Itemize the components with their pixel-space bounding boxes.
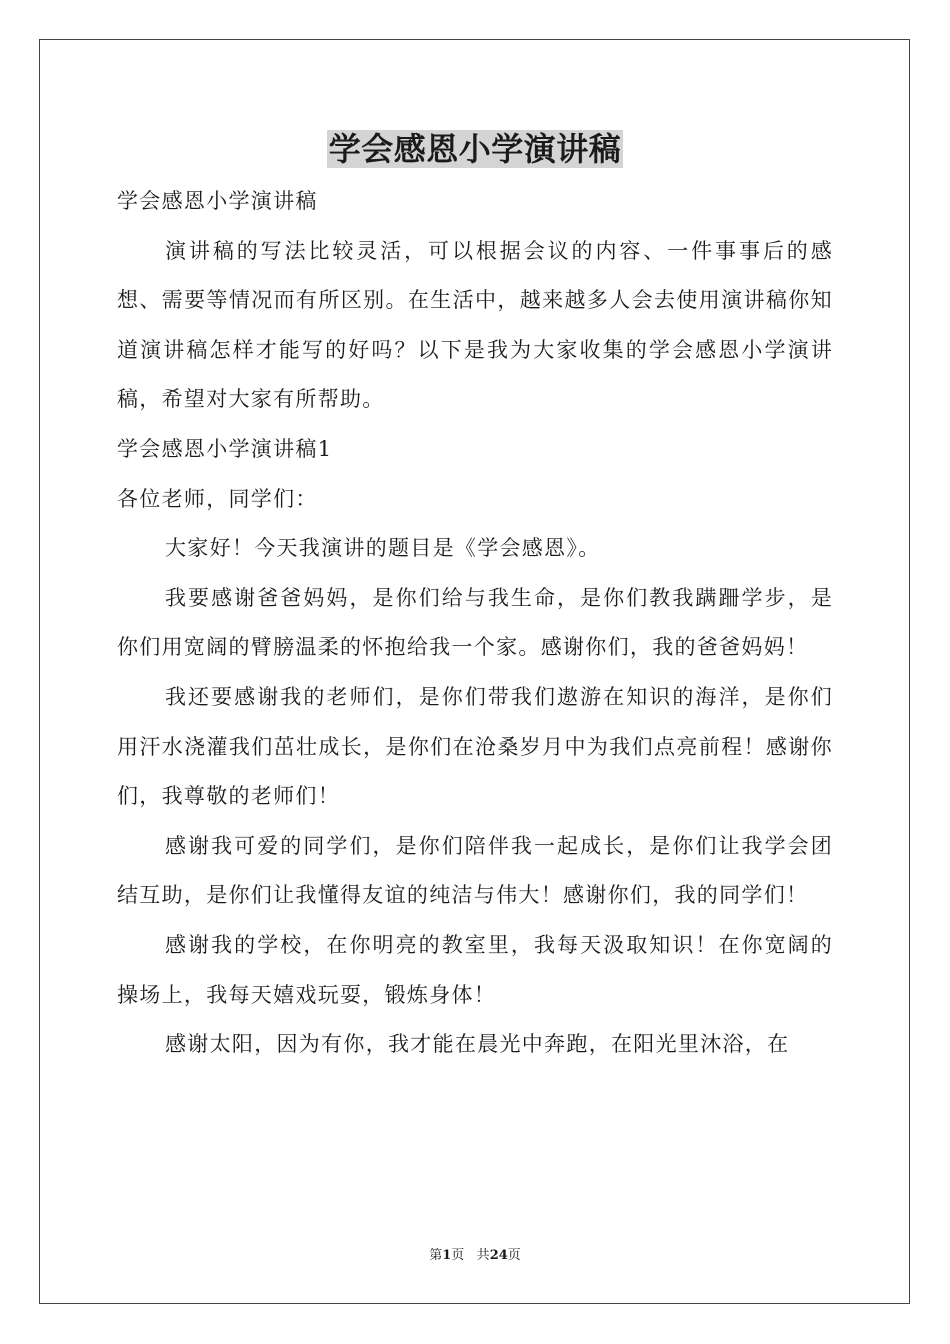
section-heading: 学会感恩小学演讲稿1 (117, 436, 333, 461)
salutation: 各位老师，同学们： (117, 486, 318, 511)
page-prefix: 第 (429, 1248, 443, 1263)
paragraph: 演讲稿的写法比较灵活，可以根据会议的内容、一件事事后的感想、需要等情况而有所区别。在生活中，越来越多人会去使用演讲稿你知道演讲稿怎样才能写的好吗？以下是我为大家收集的学会感恩小学演讲稿，希望对大家有所帮助。 (117, 238, 833, 412)
total-prefix: 共 (476, 1248, 490, 1263)
paragraph: 学会感恩小学演讲稿 (117, 189, 318, 213)
document-body (117, 177, 833, 1070)
total-pages-number: 24 (489, 1248, 508, 1263)
document-title (0, 127, 950, 171)
paragraph: 大家好！今天我演讲的题目是《学会感恩》。 (165, 536, 601, 561)
paragraph: 我要感谢爸爸妈妈，是你们给与我生命，是你们教我蹒跚学步，是你们用宽阔的臂膀温柔的怀抱给我一个家。感谢你们，我的爸爸妈妈！ (117, 585, 833, 660)
paragraph: 感谢我可爱的同学们，是你们陪伴我一起成长，是你们让我学会团结互助，是你们让我懂得友谊的纯洁与伟大！感谢你们，我的同学们！ (117, 833, 833, 908)
current-page-number: 1 (442, 1248, 452, 1263)
page-footer (0, 1247, 950, 1265)
document-title-text: 学会感恩小学演讲稿 (328, 130, 622, 168)
total-suffix: 页 (507, 1248, 521, 1263)
paragraph: 感谢我的学校，在你明亮的教室里，我每天汲取知识！在你宽阔的操场上，我每天嬉戏玩耍，锻炼身体！ (117, 932, 833, 1007)
page-suffix: 页 (451, 1248, 465, 1263)
paragraph: 我还要感谢我的老师们，是你们带我们遨游在知识的海洋，是你们用汗水浇灌我们茁壮成长，是你们在沧桑岁月中为我们点亮前程！感谢你们，我尊敬的老师们！ (117, 684, 833, 809)
paragraph: 感谢太阳，因为有你，我才能在晨光中奔跑，在阳光里沐浴，在 (165, 1032, 790, 1057)
